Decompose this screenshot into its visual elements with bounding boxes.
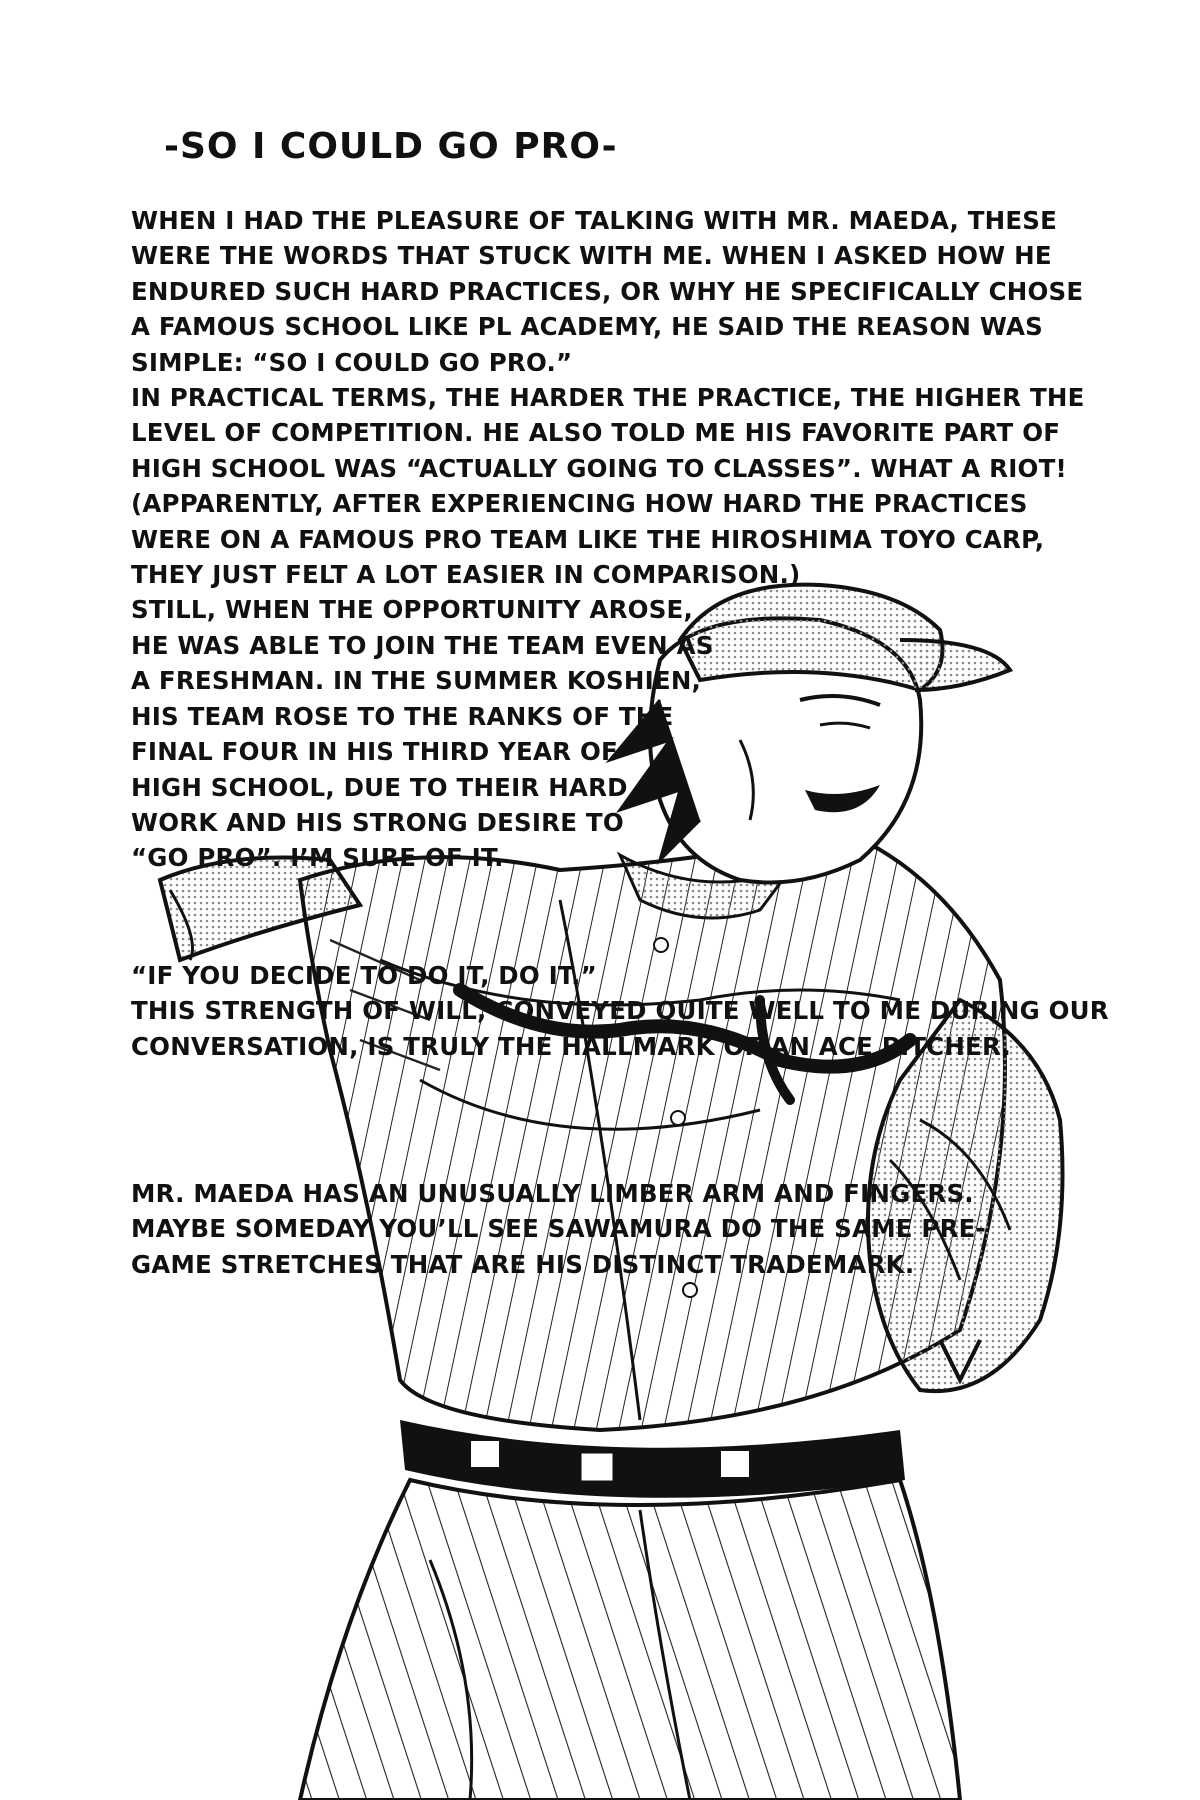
text-line: GAME STRETCHES THAT ARE HIS DISTINCT TRADEMARK. — [131, 1249, 915, 1279]
text-line: STILL, WHEN THE OPPORTUNITY AROSE, — [131, 595, 693, 625]
text-line: WERE ON A FAMOUS PRO TEAM LIKE THE HIROSHIMA TOYO CARP, — [131, 524, 1045, 554]
text-line: WORK AND HIS STRONG DESIRE TO — [131, 807, 624, 837]
text-line: SIMPLE: “SO I COULD GO PRO.” — [131, 347, 573, 377]
text-line: IN PRACTICAL TERMS, THE HARDER THE PRACTICE, THE HIGHER THE — [131, 383, 1085, 413]
essay-title: -SO I COULD GO PRO- — [164, 126, 618, 167]
text-line: HIGH SCHOOL WAS “ACTUALLY GOING TO CLASSES”. WHAT A RIOT! — [131, 453, 1067, 483]
text-line: THIS STRENGTH OF WILL, CONVEYED QUITE WELL TO ME DURING OUR — [131, 996, 1109, 1026]
text-line: HIS TEAM ROSE TO THE RANKS OF THE — [131, 701, 674, 731]
text-line: CONVERSATION, IS TRULY THE HALLMARK OF AN ACE PITCHER. — [131, 1031, 1012, 1061]
text-line: HE WAS ABLE TO JOIN THE TEAM EVEN AS — [131, 630, 714, 660]
paragraph-3 — [131, 1176, 986, 1282]
text-line: FINAL FOUR IN HIS THIRD YEAR OF — [131, 737, 618, 767]
text-line: “GO PRO”. I’M SURE OF IT. — [131, 843, 504, 873]
text-line: MAYBE SOMEDAY YOU’LL SEE SAWAMURA DO THE SAME PRE- — [131, 1214, 986, 1244]
text-line: WERE THE WORDS THAT STUCK WITH ME. WHEN I ASKED HOW HE — [131, 241, 1052, 271]
text-line: A FRESHMAN. IN THE SUMMER KOSHIEN, — [131, 666, 702, 696]
text-line: A FAMOUS SCHOOL LIKE PL ACADEMY, HE SAID THE REASON WAS — [131, 312, 1043, 342]
text-line: MR. MAEDA HAS AN UNUSUALLY LIMBER ARM AND FINGERS. — [131, 1179, 974, 1208]
text-line: LEVEL OF COMPETITION. HE ALSO TOLD ME HIS FAVORITE PART OF — [131, 418, 1061, 448]
text-line: WHEN I HAD THE PLEASURE OF TALKING WITH MR. MAEDA, THESE — [131, 206, 1058, 235]
text-line: THEY JUST FELT A LOT EASIER IN COMPARISON.) — [131, 560, 801, 590]
text-line: “IF YOU DECIDE TO DO IT, DO IT.” — [131, 961, 597, 990]
text-line: ENDURED SUCH HARD PRACTICES, OR WHY HE SPECIFICALLY CHOSE — [131, 276, 1084, 306]
text-line: (APPARENTLY, AFTER EXPERIENCING HOW HARD THE PRACTICES — [131, 489, 1028, 519]
paragraph-1 — [131, 203, 1085, 876]
paragraph-2 — [131, 958, 1109, 1064]
text-line: HIGH SCHOOL, DUE TO THEIR HARD — [131, 772, 628, 802]
